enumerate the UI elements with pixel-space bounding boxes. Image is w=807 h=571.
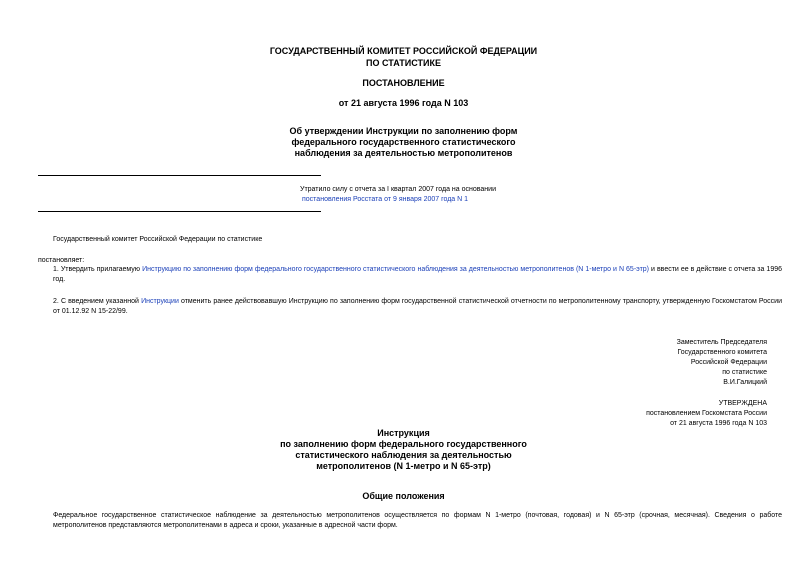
signature-line-2: Государственного комитета <box>677 349 767 356</box>
p1-post: и ввести ее в действие с отчета за 1996 год. <box>53 266 783 283</box>
approved-line-1: УТВЕРЖДЕНА <box>718 400 767 407</box>
general-paragraph: Федеральное государственное статистическое наблюдение за деятельностью метрополитенов осуществляется по формам N 1-метро (почтовая, годовая) и N 65-этр (срочная, месячная). Сведения о работе метрополитенов представляются метрополитенами в адреса и сроки, указанные в адресной части форм. <box>53 512 782 529</box>
date-number: от 21 августа 1996 года N 103 <box>338 98 469 108</box>
committee-name: Государственный комитет Российской Федерации по статистике <box>53 236 263 243</box>
approved-line-2: постановлением Госкомстата России <box>646 410 767 417</box>
divider-bottom <box>38 211 321 212</box>
signature-line-3: Российской Федерации <box>690 359 767 366</box>
instruction-line-2: по заполнению форм федерального государственного <box>280 439 527 449</box>
status-link[interactable]: постановления Росстата от 9 января 2007 года N 1 <box>302 196 469 203</box>
instruction-line-3: статистического наблюдения за деятельностью <box>295 450 512 460</box>
title-line-1: Об утверждении Инструкции по заполнению форм <box>289 126 518 136</box>
paragraph-2 <box>38 297 782 317</box>
p2-post: отменить ранее действовавшую Инструкцию по заполнению форм государственной статистической отчетности по метрополитенному транспорту, утвержденную Госкомстатом России от 01.12.92 N 15-22/99. <box>53 298 782 315</box>
committee-line-1: ГОСУДАРСТВЕННЫЙ КОМИТЕТ РОССИЙСКОЙ ФЕДЕРАЦИИ <box>269 46 538 56</box>
title-line-2: федерального государственного статистического <box>291 137 516 147</box>
doc-type: ПОСТАНОВЛЕНИЕ <box>362 78 445 88</box>
committee-line-2: ПО СТАТИСТИКЕ <box>366 58 441 68</box>
approved-block <box>646 399 767 429</box>
status-line-1: Утратило силу с отчета за I квартал 2007 года на основании <box>300 186 496 193</box>
instruction-line-1: Инструкция <box>377 428 430 438</box>
divider-top <box>38 175 321 176</box>
signature-line-5: В.И.Галицкий <box>723 379 767 386</box>
approved-line-3: от 21 августа 1996 года N 103 <box>670 420 767 427</box>
instruction-line-4: метрополитенов (N 1-метро и N 65-этр) <box>316 461 491 471</box>
paragraph-1 <box>38 265 782 285</box>
instruction-link-2[interactable]: Инструкции <box>141 298 179 305</box>
signature-block <box>677 338 767 388</box>
p1-pre: 1. Утвердить прилагаемую <box>53 266 143 273</box>
document-title <box>0 126 807 159</box>
instruction-link[interactable]: Инструкцию по заполнению форм федерального государственного статистического наблюдения за деятельностью метрополитенов (N 1-метро и N 65-этр) <box>142 266 650 273</box>
general-heading: Общие положения <box>362 491 445 501</box>
p2-pre: 2. С введением указанной <box>53 298 142 305</box>
status-note <box>300 185 496 205</box>
instruction-title <box>0 428 807 472</box>
signature-line-1: Заместитель Председателя <box>676 339 767 346</box>
decides-label: постановляет: <box>38 257 85 264</box>
signature-line-4: по статистике <box>722 369 767 376</box>
title-line-3: наблюдения за деятельностью метрополитенов <box>294 148 513 158</box>
